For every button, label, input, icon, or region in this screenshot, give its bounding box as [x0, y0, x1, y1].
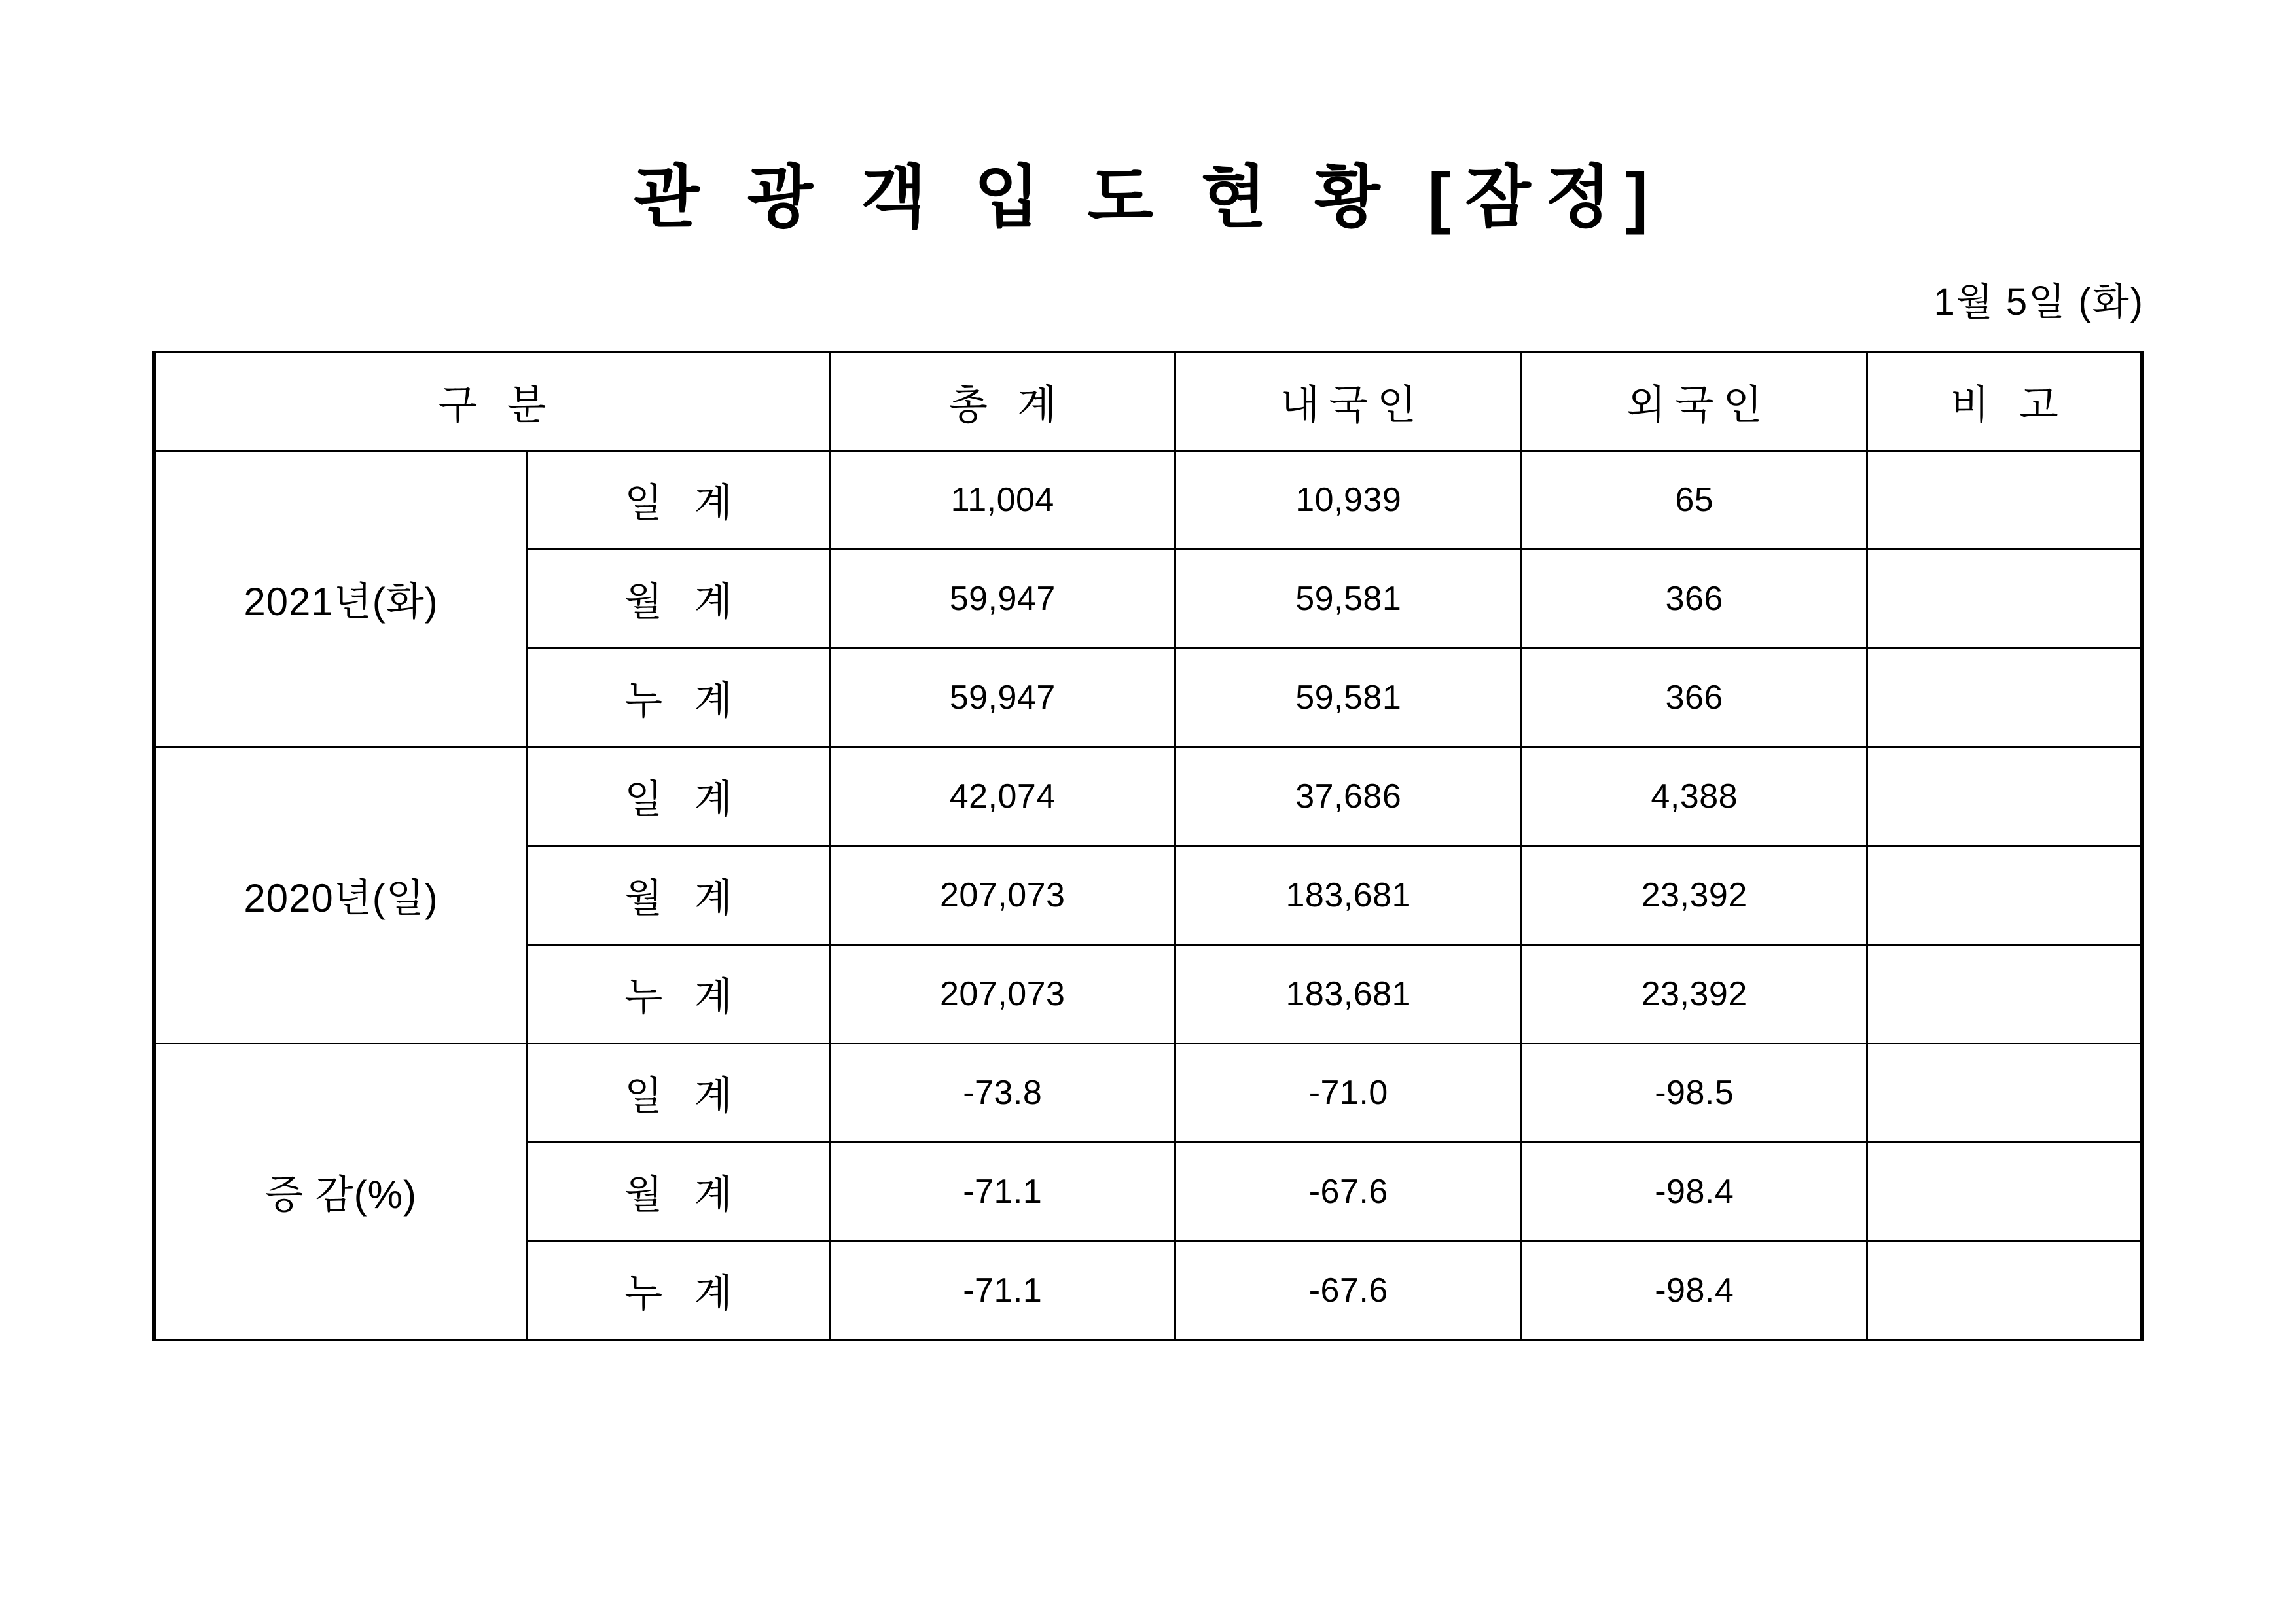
cell-note — [1867, 550, 2142, 649]
cell-domestic: 183,681 — [1175, 945, 1522, 1044]
header-foreign: 외국인 — [1521, 352, 1867, 451]
table-row — [154, 747, 2142, 846]
header-total: 총 계 — [829, 352, 1175, 451]
cell-total: -71.1 — [829, 1143, 1175, 1241]
cell-note — [1867, 1143, 2142, 1241]
cell-note — [1867, 846, 2142, 945]
group-label-change: 증 감(%) — [154, 1044, 527, 1340]
table-header-row — [154, 352, 2142, 451]
cell-foreign: -98.4 — [1521, 1241, 1867, 1340]
cell-foreign: 65 — [1521, 451, 1867, 550]
cell-note — [1867, 747, 2142, 846]
cell-note — [1867, 1241, 2142, 1340]
table-container — [0, 326, 2296, 1341]
cell-foreign: 23,392 — [1521, 846, 1867, 945]
cell-foreign: -98.4 — [1521, 1143, 1867, 1241]
cell-foreign: 366 — [1521, 649, 1867, 747]
cell-domestic: -71.0 — [1175, 1044, 1522, 1143]
cell-total: 59,947 — [829, 550, 1175, 649]
sub-label-monthly: 월 계 — [527, 1143, 829, 1241]
cell-domestic: 10,939 — [1175, 451, 1522, 550]
cell-foreign: 23,392 — [1521, 945, 1867, 1044]
cell-domestic: 37,686 — [1175, 747, 1522, 846]
cell-foreign: 366 — [1521, 550, 1867, 649]
sub-label-cumulative: 누 계 — [527, 649, 829, 747]
cell-foreign: -98.5 — [1521, 1044, 1867, 1143]
cell-total: 59,947 — [829, 649, 1175, 747]
sub-label-monthly: 월 계 — [527, 846, 829, 945]
cell-domestic: 183,681 — [1175, 846, 1522, 945]
cell-domestic: -67.6 — [1175, 1143, 1522, 1241]
cell-note — [1867, 1044, 2142, 1143]
cell-note — [1867, 945, 2142, 1044]
cell-total: 42,074 — [829, 747, 1175, 846]
group-label-2021: 2021년(화) — [154, 451, 527, 747]
cell-total: 11,004 — [829, 451, 1175, 550]
cell-note — [1867, 649, 2142, 747]
page-title: 관 광 객 입 도 현 황 [잠정] — [634, 160, 1662, 236]
cell-total: -71.1 — [829, 1241, 1175, 1340]
table-row — [154, 1044, 2142, 1143]
cell-total: 207,073 — [829, 945, 1175, 1044]
header-domestic: 내국인 — [1175, 352, 1522, 451]
header-note: 비 고 — [1867, 352, 2142, 451]
sub-label-daily: 일 계 — [527, 451, 829, 550]
cell-note — [1867, 451, 2142, 550]
sub-label-daily: 일 계 — [527, 747, 829, 846]
sub-label-cumulative: 누 계 — [527, 945, 829, 1044]
tourist-arrivals-table — [152, 351, 2144, 1341]
sub-label-daily: 일 계 — [527, 1044, 829, 1143]
cell-domestic: 59,581 — [1175, 649, 1522, 747]
sub-label-monthly: 월 계 — [527, 550, 829, 649]
cell-domestic: -67.6 — [1175, 1241, 1522, 1340]
cell-total: -73.8 — [829, 1044, 1175, 1143]
cell-foreign: 4,388 — [1521, 747, 1867, 846]
group-label-2020: 2020년(일) — [154, 747, 527, 1044]
table-row — [154, 451, 2142, 550]
report-date: 1월 5일 (화) — [1933, 281, 2144, 323]
sub-label-cumulative: 누 계 — [527, 1241, 829, 1340]
header-division: 구 분 — [154, 352, 829, 451]
cell-total: 207,073 — [829, 846, 1175, 945]
cell-domestic: 59,581 — [1175, 550, 1522, 649]
